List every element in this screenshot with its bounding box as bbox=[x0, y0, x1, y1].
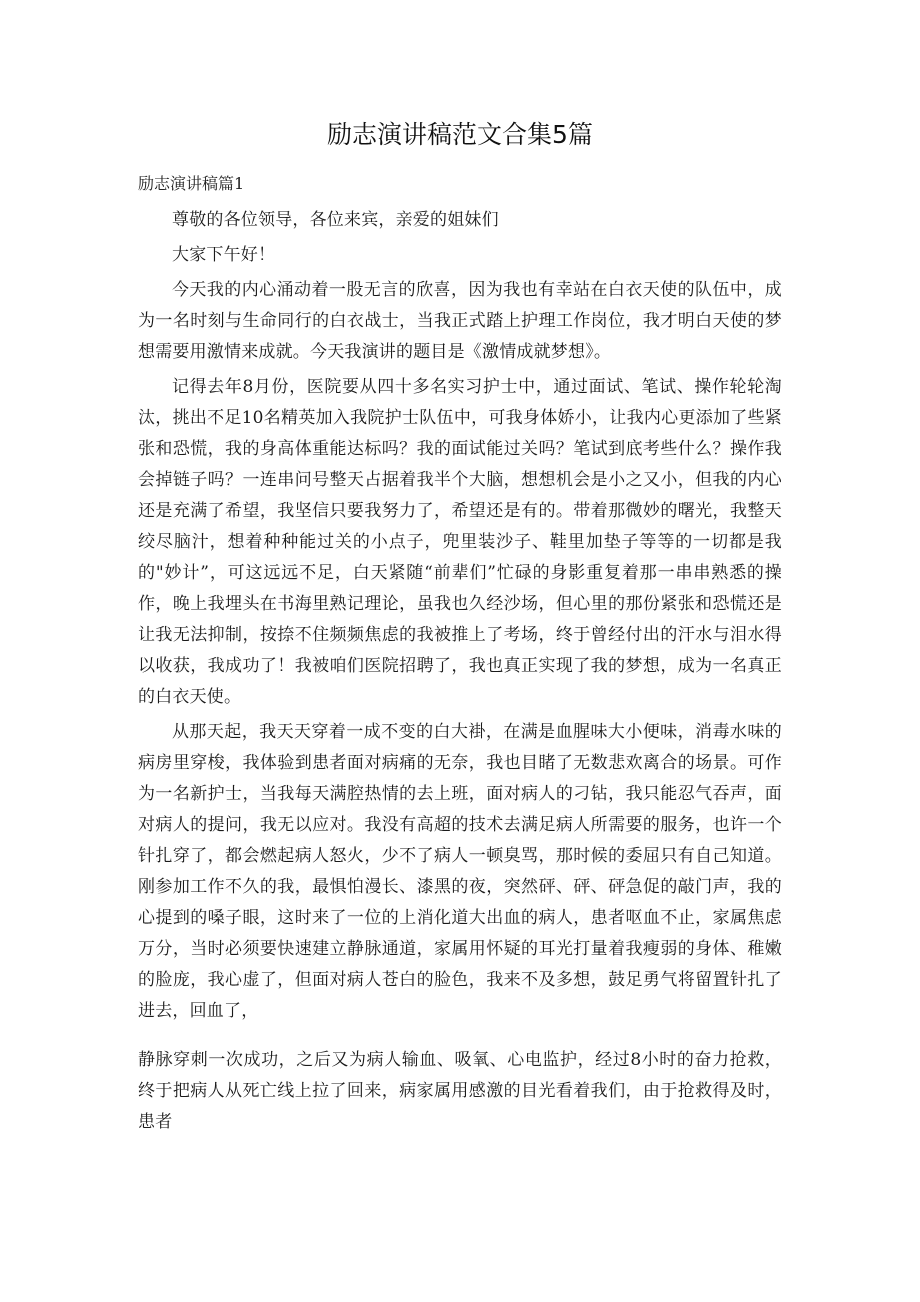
section-heading: 励志演讲稿篇1 bbox=[138, 174, 245, 193]
paragraph-intro: 今天我的内心涌动着一股无言的欣喜，因为我也有幸站在白衣天使的队伍中，成为一名时刻与生命同行的白衣战士，当我正式踏上护理工作岗位，我才明白天使的梦想需要用激情来成就。今天我演讲的题目是《激情成就梦想》。 bbox=[138, 280, 782, 362]
paragraph-nursing-work: 从那天起，我天天穿着一成不变的白大褂，在满是血腥味大小便味，消毒水味的病房里穿梭，我体验到患者面对病痛的无奈，我也目睹了无数悲欢离合的场景。可作为一名新护士，当我每天满腔热情的去上班，面对病人的刁钻，我只能忍气吞声，面对病人的提问，我无以应对。我没有高超的技术去满足病人所需要的服务，也许一个针扎穿了，都会燃起病人怒火，少不了病人一顿臭骂，那时候的委屈只有自己知道。刚参加工作不久的我，最惧怕漫长、漆黑的夜，突然砰、砰、砰急促的敲门声，我的心提到的嗓子眼，这时来了一位的上消化道大出血的病人，患者呕血不止，家属焦虑万分，当时必须要快速建立静脉通道，家属用怀疑的耳光打量着我瘦弱的身体、稚嫩的脸庞，我心虚了，但面对病人苍白的脸色，我来不及多想，鼓足勇气将留置针扎了进去，回血了， bbox=[138, 722, 782, 1021]
page-title: 励志演讲稿范文合集5篇 bbox=[327, 120, 593, 149]
paragraph-continuation: 静脉穿刺一次成功，之后又为病人输血、吸氧、心电监护，经过8小时的奋力抢救，终于把病人从死亡线上拉了回来，病家属用感激的目光看着我们，由于抢救得及时，患者 bbox=[138, 1050, 782, 1132]
body-text bbox=[138, 205, 782, 1138]
paragraph-greeting: 尊敬的各位领导，各位来宾，亲爱的姐妹们 bbox=[172, 210, 499, 230]
paragraph-recruitment: 记得去年8月份，医院要从四十多名实习护士中，通过面试、笔试、操作轮轮淘汰，挑出不足10名精英加入我院护士队伍中，可我身体娇小，让我内心更添加了些紧张和恐慌，我的身高体重能达标吗？我的面试能过关吗？笔试到底考些什么？操作我会掉链子吗？一连串问号整天占据着我半个大脑，想想机会是小之又小，但我的内心还是充满了希望，我坚信只要我努力了，希望还是有的。带着那微妙的曙光，我整天绞尽脑汁，想着种种能过关的小点子，兜里装沙子、鞋里加垫子等等的一切都是我的"妙计”，可这远远不足，白天紧随“前辈们”忙碌的身影重复着那一串串熟悉的操作，晚上我埋头在书海里熟记理论，虽我也久经沙场，但心里的那份紧张和恐慌还是让我无法抑制，按捺不住频频焦虑的我被推上了考场，终于曾经付出的汗水与泪水得以收获，我成功了！我被咱们医院招聘了，我也真正实现了我的梦想，成为一名真正的白衣天使。 bbox=[138, 377, 782, 707]
paragraph-salutation: 大家下午好！ bbox=[172, 245, 276, 265]
